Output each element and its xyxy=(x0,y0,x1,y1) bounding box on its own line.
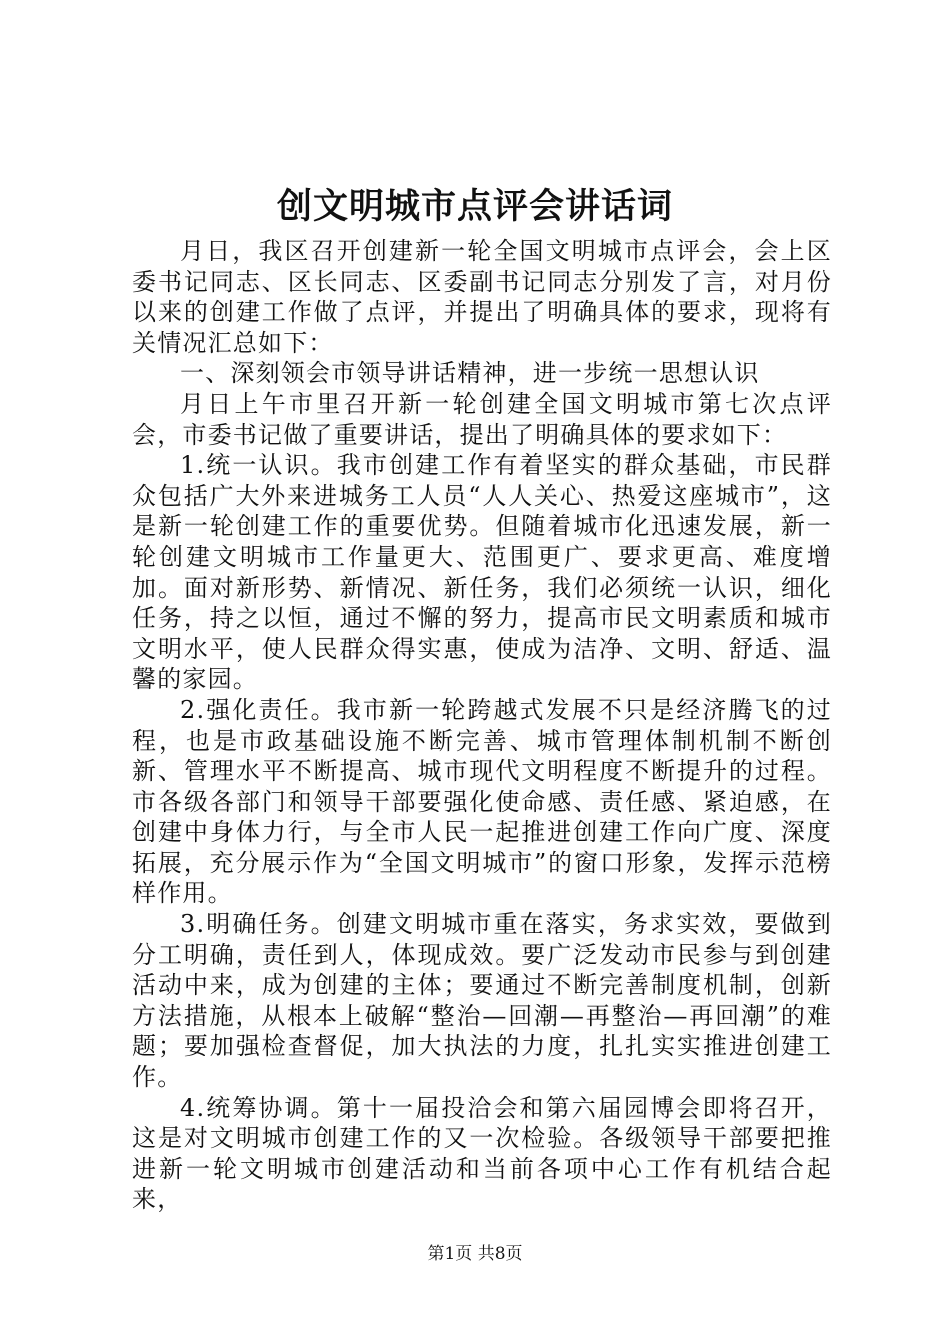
paragraph-point-1: 1.统一认识。我市创建工作有着坚实的群众基础，市民群众包括广大外来进城务工人员“人人关心、热爱这座城市”，这是新一轮创建工作的重要优势。但随着城市化迅速发展，新一轮创建文明城市工作量更大、范围更广、要求更高、难度增加。面对新形势、新情况、新任务，我们必须统一认识，细化任务，持之以恒，通过不懈的努力，提高市民文明素质和城市文明水平，使人民群众得实惠，使成为洁净、文明、舒适、温馨的家园。 xyxy=(132,451,832,694)
paragraph-point-3: 3.明确任务。创建文明城市重在落实，务求实效，要做到分工明确，责任到人，体现成效。要广泛发动市民参与到创建活动中来，成为创建的主体；要通过不断完善制度机制，创新方法措施，从根本上破解“整治—回潮—再整治—再回潮”的难题；要加强检查督促，加大执法的力度，扎扎实实推进创建工作。 xyxy=(132,910,832,1092)
paragraph-point-4: 4.统筹协调。第十一届投洽会和第六届园博会即将召开，这是对文明城市创建工作的又一次检验。各级领导干部要把推进新一轮文明城市创建活动和当前各项中心工作有机结合起来， xyxy=(132,1093,832,1214)
paragraph-meeting: 月日上午市里召开新一轮创建全国文明城市第七次点评会，市委书记做了重要讲话，提出了明确具体的要求如下： xyxy=(132,389,832,449)
document-body xyxy=(132,236,832,1215)
section-heading-1: 一、深刻领会市领导讲话精神，进一步统一思想认识 xyxy=(180,359,760,388)
paragraph-point-2: 2.强化责任。我市新一轮跨越式发展不只是经济腾飞的过程，也是市政基础设施不断完善、城市管理体制机制不断创新、管理水平不断提高、城市现代文明程度不断提升的过程。市各级各部门和领导干部要强化使命感、责任感、紧迫感，在创建中身体力行，与全市人民一起推进创建工作向广度、深度拓展，充分展示作为“全国文明城市”的窗口形象，发挥示范榜样作用。 xyxy=(132,695,832,908)
document-title: 创文明城市点评会讲话词 xyxy=(276,186,673,227)
page-number-footer: 第1页 共8页 xyxy=(427,1244,523,1264)
paragraph-intro: 月日，我区召开创建新一轮全国文明城市点评会，会上区委书记同志、区长同志、区委副书记同志分别发了言，对月份以来的创建工作做了点评，并提出了明确具体的要求，现将有关情况汇总如下： xyxy=(132,237,832,357)
